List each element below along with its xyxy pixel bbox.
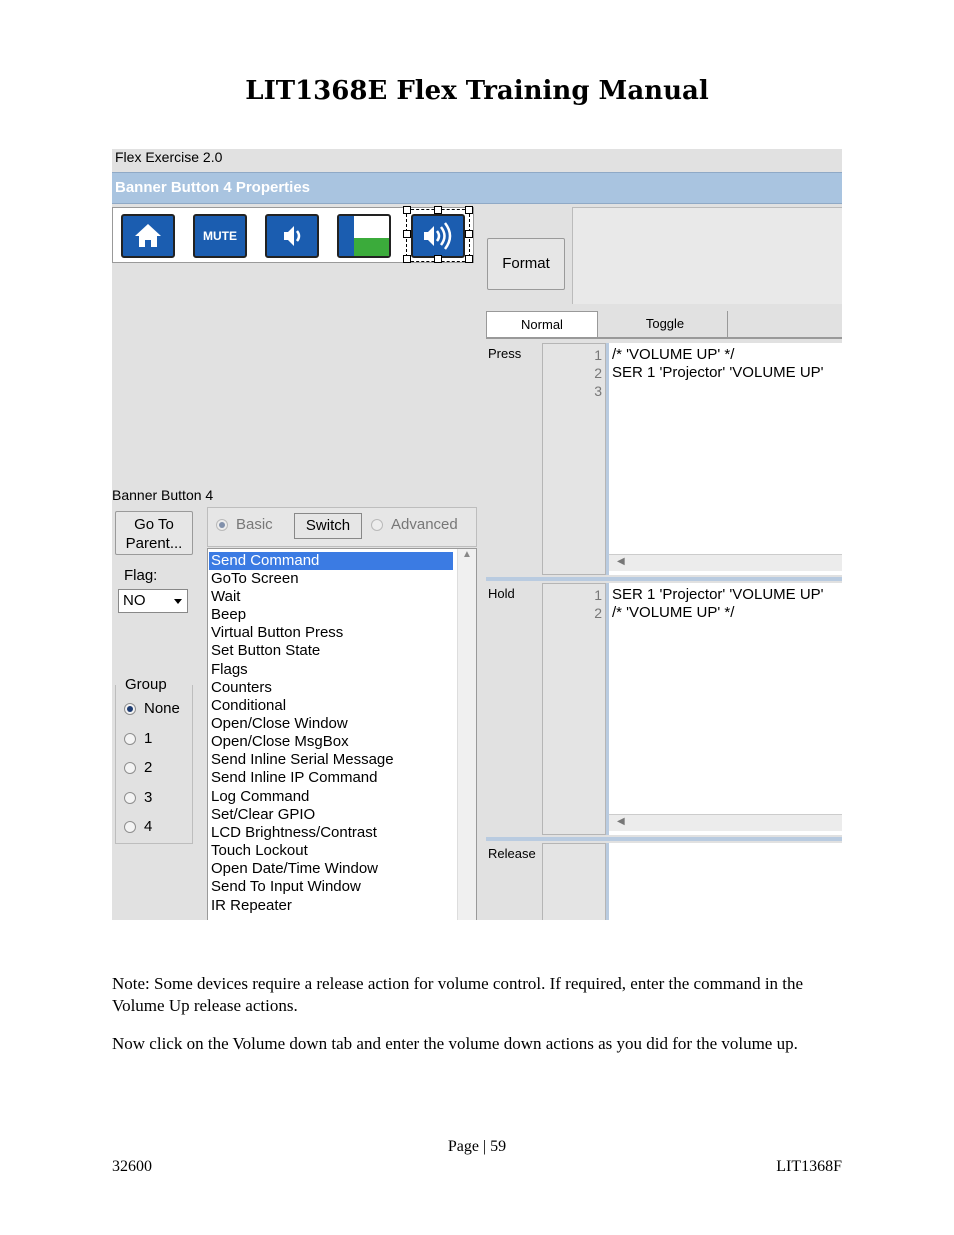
mode-advanced-label: Advanced — [391, 516, 458, 533]
button-name-label: Banner Button 4 — [112, 487, 214, 503]
scroll-up-icon[interactable]: ▲ — [462, 549, 472, 560]
list-item[interactable]: Conditional — [211, 697, 287, 714]
list-item[interactable]: Set Button State — [211, 642, 321, 659]
code-line: /* 'VOLUME UP' */ — [612, 604, 735, 621]
group-option-4[interactable] — [124, 818, 152, 835]
list-item[interactable]: Flags — [211, 661, 248, 678]
group-option-1[interactable] — [124, 730, 152, 747]
section-divider — [486, 837, 842, 841]
group-option-label: 1 — [144, 730, 153, 747]
footer-left: 32600 — [112, 1158, 152, 1175]
line-number: 1 — [594, 347, 602, 363]
list-item[interactable]: Set/Clear GPIO — [211, 806, 316, 823]
volume-down-icon — [267, 216, 317, 256]
go-to-parent-button[interactable]: Go To Parent... — [115, 511, 193, 555]
list-item[interactable]: Log Command — [211, 788, 310, 805]
tab-toggle[interactable]: Toggle — [603, 311, 728, 337]
radio-selected-icon — [216, 519, 228, 531]
home-icon — [123, 216, 173, 256]
flag-dropdown[interactable] — [118, 589, 188, 613]
banner-button-strip — [112, 207, 474, 263]
mute-banner-button[interactable] — [193, 214, 247, 258]
list-item[interactable]: IR Repeater — [211, 897, 292, 914]
code-line: /* 'VOLUME UP' */ — [612, 346, 735, 363]
line-number: 2 — [594, 365, 602, 381]
radio-icon — [371, 519, 383, 531]
group-option-label: 4 — [144, 818, 153, 835]
list-item[interactable]: Wait — [211, 588, 241, 605]
press-label: Press — [488, 346, 522, 361]
line-number: 2 — [594, 605, 602, 621]
list-item[interactable]: Counters — [211, 679, 272, 696]
resize-handle[interactable] — [465, 230, 473, 238]
resize-handle[interactable] — [403, 255, 411, 263]
radio-icon — [124, 762, 136, 774]
code-line: SER 1 'Projector' 'VOLUME UP' — [612, 586, 824, 603]
code-line: SER 1 'Projector' 'VOLUME UP' — [612, 364, 824, 381]
list-item[interactable]: Send Inline Serial Message — [211, 751, 394, 768]
instruction-paragraph: Now click on the Volume down tab and enter the volume down actions as you did for the volume up. — [112, 1034, 798, 1053]
list-item[interactable]: Send To Input Window — [211, 878, 361, 895]
list-item[interactable]: Send Inline IP Command — [211, 769, 378, 786]
vertical-scrollbar[interactable] — [457, 549, 476, 920]
list-item[interactable]: GoTo Screen — [211, 570, 299, 587]
list-item[interactable]: Open/Close MsgBox — [211, 733, 349, 750]
press-line-gutter — [542, 343, 606, 575]
format-button[interactable]: Format — [487, 238, 565, 290]
list-item[interactable]: Touch Lockout — [211, 842, 308, 859]
volume-down-banner-button[interactable] — [265, 214, 319, 258]
resize-handle[interactable] — [434, 206, 442, 214]
resize-handle[interactable] — [434, 255, 442, 263]
preview-panel — [572, 207, 842, 304]
home-banner-button[interactable] — [121, 214, 175, 258]
horizontal-scrollbar[interactable] — [609, 554, 842, 571]
list-item[interactable]: Open Date/Time Window — [211, 860, 379, 877]
group-option-none[interactable] — [124, 700, 180, 717]
list-item[interactable]: Virtual Button Press — [211, 624, 344, 641]
editor-screenshot — [112, 149, 842, 920]
bargraph-banner-button[interactable] — [337, 214, 391, 258]
press-code-editor[interactable] — [606, 343, 842, 575]
command-list[interactable] — [207, 548, 477, 920]
mode-basic-label: Basic — [236, 516, 273, 533]
window-title: Flex Exercise 2.0 — [115, 149, 223, 165]
group-option-2[interactable] — [124, 759, 152, 776]
list-item[interactable]: Open/Close Window — [211, 715, 348, 732]
list-item[interactable]: Beep — [211, 606, 247, 623]
resize-handle[interactable] — [403, 230, 411, 238]
group-option-label: 2 — [144, 759, 153, 776]
mode-basic[interactable] — [216, 516, 273, 533]
bargraph-icon — [339, 216, 389, 256]
radio-icon — [124, 792, 136, 804]
release-label: Release — [488, 846, 536, 861]
line-number: 3 — [594, 383, 602, 399]
section-divider — [486, 577, 842, 581]
footer-right: LIT1368F — [776, 1158, 842, 1175]
radio-icon — [124, 821, 136, 833]
list-item[interactable]: Send Command — [209, 552, 453, 570]
group-option-3[interactable] — [124, 789, 152, 806]
line-number: 1 — [594, 587, 602, 603]
switch-button[interactable]: Switch — [294, 513, 362, 539]
flag-label: Flag: — [124, 567, 158, 584]
resize-handle[interactable] — [403, 206, 411, 214]
note-paragraph: Note: Some devices require a release action for volume control. If required, enter the command in the Volume Up release actions. — [112, 974, 804, 1015]
scroll-left-icon[interactable]: ◀ — [617, 816, 625, 827]
scroll-left-icon[interactable]: ◀ — [617, 556, 625, 567]
chevron-down-icon — [174, 599, 182, 604]
hold-line-gutter — [542, 583, 606, 835]
list-item[interactable]: LCD Brightness/Contrast — [211, 824, 377, 841]
mode-selector — [207, 507, 477, 547]
group-label: Group — [125, 676, 167, 693]
tab-divider — [486, 337, 842, 339]
resize-handle[interactable] — [465, 255, 473, 263]
hold-code-editor[interactable] — [606, 583, 842, 835]
tab-normal[interactable]: Normal — [486, 311, 598, 338]
mute-label: MUTE — [203, 229, 237, 243]
flag-value: NO — [123, 592, 146, 609]
radio-icon — [124, 733, 136, 745]
release-code-editor[interactable] — [606, 843, 842, 920]
radio-selected-icon — [124, 703, 136, 715]
hold-label: Hold — [488, 586, 515, 601]
group-option-label: 3 — [144, 789, 153, 806]
horizontal-scrollbar[interactable] — [609, 814, 842, 831]
page-number: Page | 59 — [447, 1138, 507, 1155]
document-title: LIT1368E Flex Training Manual — [245, 76, 709, 106]
group-option-label: None — [144, 700, 180, 717]
properties-title-bar — [112, 172, 842, 204]
release-line-gutter — [542, 843, 606, 920]
resize-handle[interactable] — [465, 206, 473, 214]
properties-title: Banner Button 4 Properties — [115, 179, 311, 196]
mode-advanced[interactable] — [371, 516, 458, 533]
